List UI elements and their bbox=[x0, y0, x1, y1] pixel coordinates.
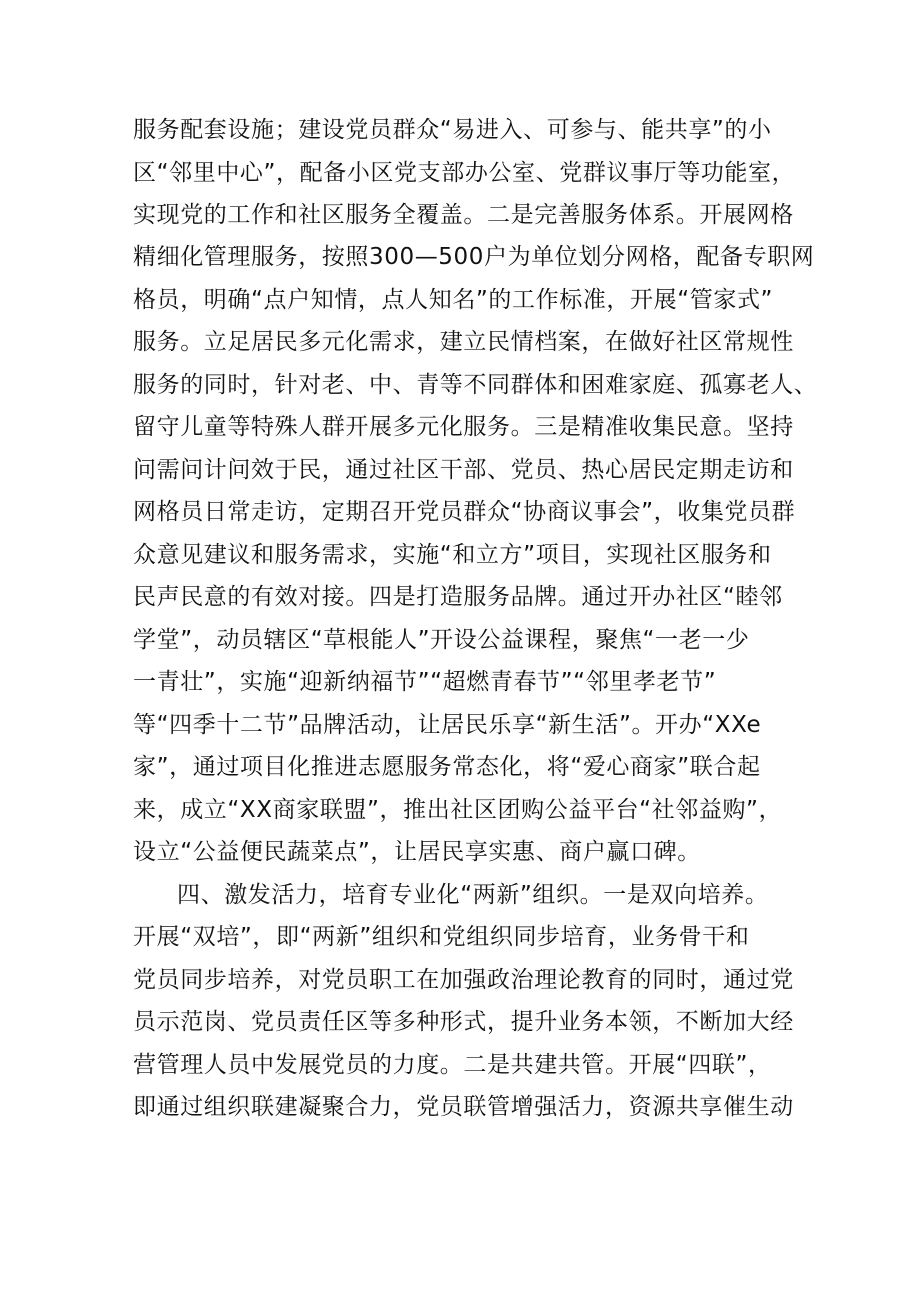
section-heading-line: 四、激发活力，培育专业化“两新”组织。一是双向培养。 bbox=[177, 882, 769, 908]
text-line: 设立“公益便民蔬菜点”，让居民享实惠、商户赢口碑。 bbox=[133, 839, 701, 865]
text-line: 即通过组织联建凝聚合力，党员联管增强活力，资源共享催生动 bbox=[133, 1094, 794, 1120]
text-line: 党员同步培养，对党员职工在加强政治理论教育的同时，通过党 bbox=[133, 967, 794, 993]
text-line: 精细化管理服务，按照300—500户为单位划分网格，配备专职网 bbox=[133, 244, 815, 270]
text-line: 实现党的工作和社区服务全覆盖。二是完善服务体系。开展网格 bbox=[133, 202, 794, 228]
text-line: 学堂”，动员辖区“草根能人”开设公益课程，聚焦“一老一少 bbox=[133, 627, 750, 653]
text-line: 等“四季十二节”品牌活动，让居民乐享“新生活”。开办“XXe bbox=[133, 712, 762, 738]
text-line: 来，成立“XX商家联盟”，推出社区团购公益平台“社邻益购”， bbox=[133, 797, 783, 823]
text-line: 员示范岗、党员责任区等多种形式，提升业务本领，不断加大经 bbox=[133, 1009, 794, 1035]
text-line: 服务。立足居民多元化需求，建立民情档案，在做好社区常规性 bbox=[133, 329, 794, 355]
text-line: 服务配套设施；建设党员群众“易进入、可参与、能共享”的小 bbox=[133, 117, 772, 143]
text-line: 一青壮”，实施“迎新纳福节”“超燃青春节”“邻里孝老节” bbox=[133, 669, 717, 695]
text-line: 营管理人员中发展党员的力度。二是共建共管。开展“四联”， bbox=[133, 1052, 772, 1078]
text-line: 开展“双培”，即“两新”组织和党组织同步培育，业务骨干和 bbox=[133, 924, 750, 950]
text-line: 区“邻里中心”，配备小区党支部办公室、党群议事厅等功能室， bbox=[133, 160, 796, 186]
text-line: 众意见建议和服务需求，实施“和立方”项目，实现社区服务和 bbox=[133, 542, 772, 568]
text-line: 格员，明确“点户知情，点人知名”的工作标准，开展“管家式” bbox=[133, 287, 774, 313]
text-line: 留守儿童等特殊人群开展多元化服务。三是精准收集民意。坚持 bbox=[133, 414, 794, 440]
text-line: 民声民意的有效对接。四是打造服务品牌。通过开办社区“睦邻 bbox=[133, 584, 783, 610]
text-line: 家”，通过项目化推进志愿服务常态化，将“爱心商家”联合起 bbox=[133, 754, 761, 780]
text-line: 服务的同时，针对老、中、青等不同群体和困难家庭、孤寡老人、 bbox=[133, 372, 818, 398]
text-line: 网格员日常走访，定期召开党员群众“协商议事会”，收集党员群 bbox=[133, 499, 796, 525]
text-line: 问需问计问效于民，通过社区干部、党员、热心居民定期走访和 bbox=[133, 457, 794, 483]
